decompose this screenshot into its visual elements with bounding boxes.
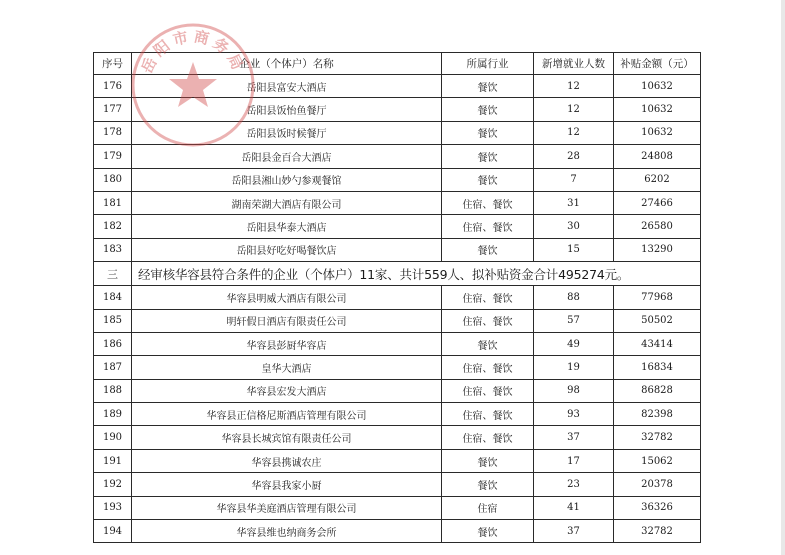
row-employees: 31 [534, 191, 614, 214]
row-no: 184 [94, 286, 132, 309]
table-row [94, 75, 701, 98]
row-employees: 57 [534, 309, 614, 332]
row-employees: 98 [534, 379, 614, 402]
table-row [94, 191, 701, 214]
table-row [94, 449, 701, 472]
row-employees: 88 [534, 286, 614, 309]
table-row [94, 496, 701, 519]
row-company-name: 华容县携诚农庄 [132, 449, 442, 472]
table-row [94, 379, 701, 402]
row-industry: 餐饮 [442, 168, 534, 191]
table-header-row [94, 53, 701, 75]
subsidy-table [93, 52, 701, 543]
row-employees: 93 [534, 403, 614, 426]
row-no: 180 [94, 168, 132, 191]
row-industry: 餐饮 [442, 449, 534, 472]
table-row [94, 473, 701, 496]
row-subsidy: 50502 [614, 309, 701, 332]
row-company-name: 皇华大酒店 [132, 356, 442, 379]
row-company-name: 湖南荣湖大酒店有限公司 [132, 191, 442, 214]
row-employees: 12 [534, 98, 614, 121]
row-industry: 住宿、餐饮 [442, 191, 534, 214]
row-no: 179 [94, 145, 132, 168]
row-industry: 住宿、餐饮 [442, 286, 534, 309]
row-subsidy: 10632 [614, 98, 701, 121]
row-subsidy: 24808 [614, 145, 701, 168]
table-row [94, 145, 701, 168]
table-row [94, 403, 701, 426]
row-subsidy: 10632 [614, 121, 701, 144]
table-row [94, 98, 701, 121]
row-no: 191 [94, 449, 132, 472]
row-industry: 住宿、餐饮 [442, 215, 534, 238]
row-subsidy: 32782 [614, 426, 701, 449]
table-row [94, 309, 701, 332]
row-industry: 餐饮 [442, 121, 534, 144]
section-summary: 经审核华容县符合条件的企业（个体户）11家、共计559人、拟补贴资金合计495274元。 [132, 262, 701, 286]
row-industry: 餐饮 [442, 238, 534, 261]
row-industry: 住宿 [442, 496, 534, 519]
section-row [94, 262, 701, 286]
table-row [94, 520, 701, 543]
row-subsidy: 26580 [614, 215, 701, 238]
row-subsidy: 82398 [614, 403, 701, 426]
section-number: 三 [94, 262, 132, 286]
row-company-name: 岳阳县富安大酒店 [132, 75, 442, 98]
row-employees: 15 [534, 238, 614, 261]
table-row [94, 356, 701, 379]
row-industry: 餐饮 [442, 145, 534, 168]
header-employees: 新增就业人数 [534, 53, 614, 75]
row-subsidy: 13290 [614, 238, 701, 261]
row-employees: 12 [534, 75, 614, 98]
row-company-name: 华容县宏发大酒店 [132, 379, 442, 402]
row-employees: 23 [534, 473, 614, 496]
row-no: 178 [94, 121, 132, 144]
row-no: 187 [94, 356, 132, 379]
row-company-name: 岳阳县好吃好喝餐饮店 [132, 238, 442, 261]
table-row [94, 121, 701, 144]
row-subsidy: 15062 [614, 449, 701, 472]
row-company-name: 华容县维也纳商务会所 [132, 520, 442, 543]
table-row [94, 168, 701, 191]
row-subsidy: 10632 [614, 75, 701, 98]
header-no: 序号 [94, 53, 132, 75]
row-industry: 住宿、餐饮 [442, 426, 534, 449]
header-subsidy: 补贴金额（元） [614, 53, 701, 75]
row-no: 193 [94, 496, 132, 519]
row-no: 176 [94, 75, 132, 98]
table-row [94, 426, 701, 449]
row-no: 188 [94, 379, 132, 402]
row-employees: 19 [534, 356, 614, 379]
row-industry: 住宿、餐饮 [442, 379, 534, 402]
row-industry: 餐饮 [442, 98, 534, 121]
row-industry: 住宿、餐饮 [442, 403, 534, 426]
row-subsidy: 27466 [614, 191, 701, 214]
row-company-name: 明轩假日酒店有限责任公司 [132, 309, 442, 332]
row-company-name: 岳阳县饭时候餐厅 [132, 121, 442, 144]
row-no: 190 [94, 426, 132, 449]
row-employees: 30 [534, 215, 614, 238]
row-subsidy: 77968 [614, 286, 701, 309]
row-company-name: 岳阳县饭怡鱼餐厅 [132, 98, 442, 121]
row-subsidy: 20378 [614, 473, 701, 496]
row-employees: 37 [534, 520, 614, 543]
row-company-name: 华容县明威大酒店有限公司 [132, 286, 442, 309]
row-employees: 12 [534, 121, 614, 144]
table-row [94, 238, 701, 261]
table-row [94, 332, 701, 355]
row-subsidy: 32782 [614, 520, 701, 543]
row-subsidy: 16834 [614, 356, 701, 379]
row-employees: 28 [534, 145, 614, 168]
row-company-name: 华容县华美庭酒店管理有限公司 [132, 496, 442, 519]
row-no: 186 [94, 332, 132, 355]
row-company-name: 华容县我家小厨 [132, 473, 442, 496]
row-company-name: 华容县长城宾馆有限责任公司 [132, 426, 442, 449]
row-no: 185 [94, 309, 132, 332]
seal-text: 岳阳市商务局 [137, 27, 249, 77]
row-industry: 餐饮 [442, 332, 534, 355]
row-industry: 餐饮 [442, 520, 534, 543]
row-company-name: 华容县正信格尼斯酒店管理有限公司 [132, 403, 442, 426]
row-no: 194 [94, 520, 132, 543]
row-employees: 17 [534, 449, 614, 472]
row-no: 183 [94, 238, 132, 261]
row-industry: 餐饮 [442, 473, 534, 496]
row-employees: 49 [534, 332, 614, 355]
header-industry: 所属行业 [442, 53, 534, 75]
table-row [94, 215, 701, 238]
row-employees: 37 [534, 426, 614, 449]
row-no: 182 [94, 215, 132, 238]
row-subsidy: 36326 [614, 496, 701, 519]
scan-edge [781, 0, 785, 555]
row-employees: 41 [534, 496, 614, 519]
row-industry: 餐饮 [442, 75, 534, 98]
row-company-name: 岳阳县金百合大酒店 [132, 145, 442, 168]
row-no: 181 [94, 191, 132, 214]
row-employees: 7 [534, 168, 614, 191]
row-no: 189 [94, 403, 132, 426]
row-company-name: 岳阳县湘山妙勺参观餐馆 [132, 168, 442, 191]
header-name: 企业（个体户）名称 [132, 53, 442, 75]
row-no: 177 [94, 98, 132, 121]
table-row [94, 286, 701, 309]
row-subsidy: 86828 [614, 379, 701, 402]
row-company-name: 华容县彭厨华容店 [132, 332, 442, 355]
row-industry: 住宿、餐饮 [442, 309, 534, 332]
row-industry: 住宿、餐饮 [442, 356, 534, 379]
row-company-name: 岳阳县华泰大酒店 [132, 215, 442, 238]
row-no: 192 [94, 473, 132, 496]
row-subsidy: 43414 [614, 332, 701, 355]
row-subsidy: 6202 [614, 168, 701, 191]
